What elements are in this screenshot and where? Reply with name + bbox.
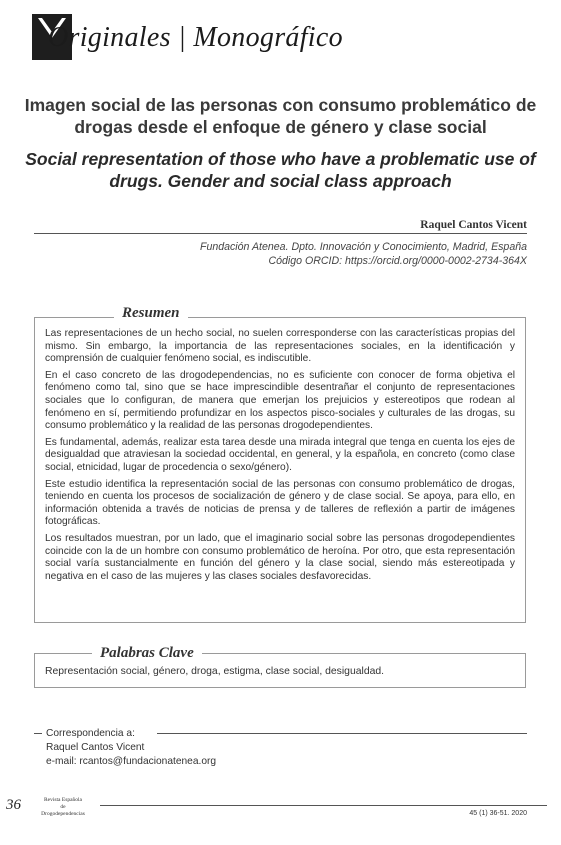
journal-name-line: Revista Española [43, 797, 83, 803]
correspondence-label: Correspondencia a: [46, 728, 135, 739]
correspondence-rule-left [34, 733, 42, 734]
correspondence-name: Raquel Cantos Vicent [46, 742, 145, 753]
author-divider [34, 233, 527, 234]
abstract-paragraph: Las representaciones de un hecho social, no suelen corresponderse con las características propias del mismo. Sin embargo, la importancia de las representaciones sociales, en la identificación y comprensión de cualquier fenómeno social, es indiscutible. [45, 328, 515, 365]
article-title-spanish: Imagen social de las personas con consumo problemático de drogas desde el enfoque de género y clase social [24, 95, 537, 137]
journal-name-line: de [60, 804, 66, 810]
journal-name-line: Drogodependencias [41, 811, 85, 817]
keywords-text: Representación social, género, droga, estigma, clase social, desigualdad. [45, 666, 385, 677]
correspondence-block [46, 727, 216, 769]
footer-divider [100, 805, 547, 806]
abstract-heading: Resumen [114, 305, 188, 322]
author-name: Raquel Cantos Vicent [420, 219, 527, 231]
page-number: 36 [6, 797, 21, 813]
abstract-paragraph: Es fundamental, además, realizar esta tarea desde una mirada integral que tenga en cuenta los ejes de desigualdad que atraviesan la sociedad occidental, en general, y la española, en concreto (como clase social, etnicidad, lugar de procedencia o sexo/género). [45, 436, 515, 473]
abstract-paragraph: Los resultados muestran, por un lado, que el imaginario social sobre las personas drogodependientes coincide con la de un hombre con consumo problemático de heroína. Por otro, que esta representación social varía sustancialmente en función del género y la clase social, siendo más estereotipada y negativa en el caso de las mujeres y las clases sociales desfavorecidas. [45, 532, 515, 582]
orcid-line[interactable]: Código ORCID: https://orcid.org/0000-0002-2734-364X [268, 255, 527, 267]
correspondence-email[interactable]: e-mail: rcantos@fundacionatenea.org [46, 756, 217, 767]
issue-citation: 45 (1) 36-51. 2020 [469, 810, 527, 817]
affiliation-line: Fundación Atenea. Dpto. Innovación y Conocimiento, Madrid, España [199, 241, 527, 253]
keywords-heading: Palabras Clave [92, 645, 202, 662]
author-affiliation [200, 240, 527, 268]
abstract-paragraph: Este estudio identifica la representación social de las personas con consumo problemático de drogas, teniendo en cuenta los procesos de socialización de género y de clase social. Se apoya, para ello, en información obtenida a través de noticias de prensa y de talleres de reflexión a partir de imágenes fotográficas. [45, 478, 515, 528]
abstract-box [34, 317, 526, 623]
abstract-paragraph: En el caso concreto de las drogodependencias, no es suficiente con conocer de forma objetiva el fenómeno como tal, sino que se hace imprescindible desentrañar el conjunto de representaciones sociales que lo configuran, de manera que emerjan los prejuicios y estereotipos que rodean al fenómeno en sí, permitiendo profundizar en los aspectos pisco-sociales y culturales de las drogas, su consumo problemático y la realidad de las personas drogodependientes. [45, 369, 515, 432]
article-title-english: Social representation of those who have a problematic use of drugs. Gender and social class approach [25, 149, 536, 191]
section-title: Originales | Monográfico [48, 22, 343, 53]
journal-name [37, 797, 89, 818]
